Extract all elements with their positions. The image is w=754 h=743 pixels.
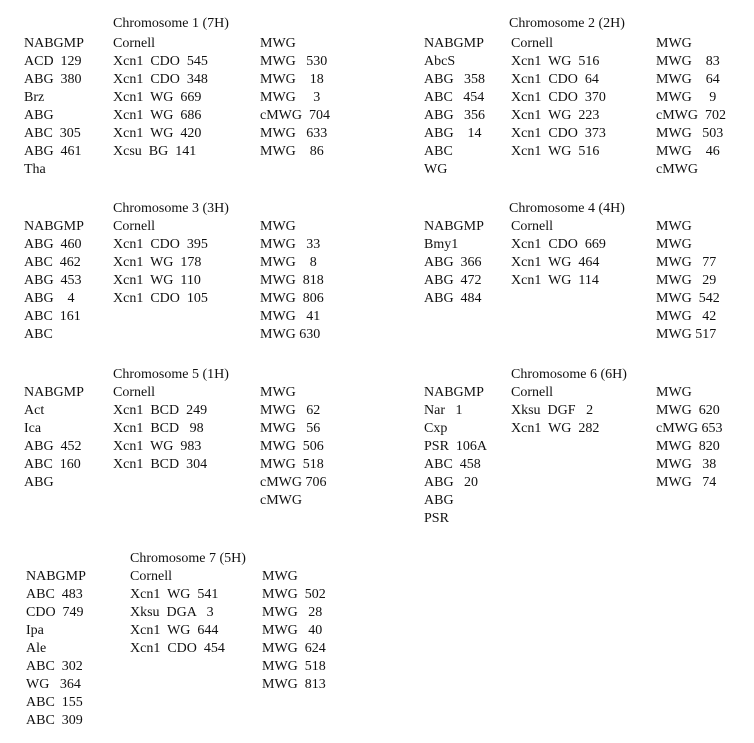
marker-entry: Ale [26, 641, 47, 656]
cornell-column [511, 384, 599, 438]
nabgmp-column [24, 218, 84, 344]
marker-entry: ABG 472 [424, 273, 482, 288]
column-header: MWG [262, 569, 298, 584]
marker-entry: cMWG 702 [656, 108, 726, 123]
marker-entry: WG 364 [26, 677, 81, 692]
marker-entry: MWG 820 [656, 439, 720, 454]
marker-entry: Xcn1 WG 420 [113, 126, 202, 141]
column-header: Cornell [511, 36, 553, 51]
nabgmp-column [424, 384, 487, 528]
column-header: NABGMP [26, 569, 86, 584]
marker-entry: MWG 620 [656, 403, 720, 418]
column-header: MWG [656, 385, 692, 400]
column-header: Cornell [130, 569, 172, 584]
marker-entry: Xcn1 CDO 669 [511, 237, 606, 252]
marker-entry: Xcn1 CDO 395 [113, 237, 208, 252]
marker-entry: ABC 160 [24, 457, 81, 472]
marker-entry: ABC 305 [24, 126, 81, 141]
marker-entry: ABC 302 [26, 659, 83, 674]
marker-entry: Xcn1 BCD 249 [113, 403, 208, 418]
marker-entry: MWG 518 [260, 457, 324, 472]
marker-entry: MWG 813 [262, 677, 326, 692]
marker-entry: Xcn1 WG 669 [113, 90, 202, 105]
cornell-column [113, 218, 208, 308]
marker-entry: ABC 155 [26, 695, 83, 710]
marker-entry: Nar 1 [424, 403, 463, 418]
marker-entry: MWG 818 [260, 273, 324, 288]
column-header: MWG [656, 36, 692, 51]
marker-entry: Xcn1 WG 541 [130, 587, 219, 602]
marker-entry: MWG 8 [260, 255, 317, 270]
block-title: Chromosome 6 (6H) [511, 367, 627, 382]
marker-entry: Ica [24, 421, 42, 436]
marker-entry: MWG 3 [260, 90, 321, 105]
column-header: NABGMP [424, 219, 484, 234]
marker-entry: MWG 502 [262, 587, 326, 602]
marker-entry: MWG 624 [262, 641, 326, 656]
marker-entry: PSR [424, 511, 449, 526]
marker-entry: ABG 460 [24, 237, 82, 252]
cornell-column [113, 35, 208, 161]
column-header: NABGMP [424, 385, 484, 400]
marker-entry: ABG 453 [24, 273, 82, 288]
mwg-column [260, 218, 324, 344]
marker-entry: Xcn1 WG 516 [511, 144, 600, 159]
column-header: MWG [656, 219, 692, 234]
cornell-column [511, 218, 606, 290]
marker-entry: ABG [424, 493, 454, 508]
marker-entry: MWG 503 [656, 126, 724, 141]
marker-entry: ABG 358 [424, 72, 486, 87]
marker-entry: Ipa [26, 623, 44, 638]
marker-entry: MWG 38 [656, 457, 717, 472]
marker-entry: ABC [424, 144, 453, 159]
marker-entry: MWG 506 [260, 439, 324, 454]
marker-entry: MWG 86 [260, 144, 324, 159]
marker-entry: Cxp [424, 421, 448, 436]
marker-entry: ABC 458 [424, 457, 481, 472]
cornell-column [113, 384, 207, 474]
column-header: Cornell [511, 219, 553, 234]
marker-entry: Xcn1 CDO 373 [511, 126, 606, 141]
mwg-column [656, 218, 720, 344]
marker-entry: Xcn1 WG 464 [511, 255, 600, 270]
marker-entry: CDO 749 [26, 605, 84, 620]
block-title: Chromosome 1 (7H) [113, 16, 229, 31]
marker-entry: Bmy1 [424, 237, 459, 252]
column-header: NABGMP [424, 36, 484, 51]
marker-entry: Xcn1 WG 644 [130, 623, 219, 638]
marker-entry: Act [24, 403, 45, 418]
marker-entry: cMWG 704 [260, 108, 330, 123]
mwg-column [262, 568, 326, 694]
marker-entry: MWG 42 [656, 309, 717, 324]
marker-entry: Xcn1 CDO 545 [113, 54, 208, 69]
marker-entry: Xcn1 WG 983 [113, 439, 202, 454]
mwg-column [260, 35, 330, 161]
marker-entry: WG [424, 162, 448, 177]
marker-entry: MWG 46 [656, 144, 720, 159]
marker-entry: MWG 633 [260, 126, 328, 141]
marker-entry: ABG 452 [24, 439, 82, 454]
column-header: MWG [260, 36, 296, 51]
marker-entry: MWG [656, 237, 692, 252]
marker-entry: cMWG 653 [656, 421, 723, 436]
marker-entry: ABG 356 [424, 108, 486, 123]
marker-entry: Xcn1 BCD 304 [113, 457, 208, 472]
marker-entry: Xcn1 WG 516 [511, 54, 600, 69]
marker-entry: cMWG [656, 162, 698, 177]
nabgmp-column [424, 35, 485, 179]
marker-entry: MWG 518 [262, 659, 326, 674]
marker-entry: MWG 18 [260, 72, 324, 87]
column-header: MWG [260, 385, 296, 400]
block-title: Chromosome 5 (1H) [113, 367, 229, 382]
marker-entry: MWG 41 [260, 309, 321, 324]
marker-entry: ACD 129 [24, 54, 82, 69]
cornell-column [130, 568, 225, 658]
column-header: MWG [260, 219, 296, 234]
marker-entry: ABG 484 [424, 291, 482, 306]
mwg-column [656, 35, 726, 179]
column-header: NABGMP [24, 36, 84, 51]
nabgmp-column [24, 384, 84, 492]
marker-entry: ABC 462 [24, 255, 81, 270]
marker-entry: MWG 517 [656, 327, 717, 342]
marker-entry: ABG [24, 108, 54, 123]
block-title: Chromosome 7 (5H) [130, 551, 246, 566]
marker-entry: ABG 14 [424, 126, 482, 141]
marker-entry: Xcn1 CDO 64 [511, 72, 599, 87]
marker-entry: ABG [24, 475, 54, 490]
column-header: NABGMP [24, 219, 84, 234]
marker-entry: cMWG [260, 493, 302, 508]
marker-entry: Xcn1 WG 686 [113, 108, 202, 123]
block-title: Chromosome 3 (3H) [113, 201, 229, 216]
marker-entry: MWG 83 [656, 54, 720, 69]
block-title: Chromosome 2 (2H) [509, 16, 625, 31]
marker-entry: PSR 106A [424, 439, 488, 454]
marker-entry: ABG 366 [424, 255, 482, 270]
marker-entry: MWG 542 [656, 291, 720, 306]
marker-entry: AbcS [424, 54, 456, 69]
marker-entry: Xcn1 BCD 98 [113, 421, 204, 436]
column-header: Cornell [113, 219, 155, 234]
marker-entry: MWG 33 [260, 237, 321, 252]
marker-entry: Xcn1 WG 223 [511, 108, 600, 123]
marker-entry: cMWG 706 [260, 475, 327, 490]
marker-entry: Xcn1 WG 110 [113, 273, 201, 288]
marker-entry: ABC 483 [26, 587, 83, 602]
marker-entry: MWG 62 [260, 403, 321, 418]
marker-entry: Xcsu BG 141 [113, 144, 197, 159]
marker-entry: ABC 454 [424, 90, 485, 105]
marker-entry: Xcn1 CDO 348 [113, 72, 208, 87]
marker-entry: ABC [24, 327, 53, 342]
marker-entry: MWG 74 [656, 475, 717, 490]
nabgmp-column [26, 568, 86, 730]
nabgmp-column [24, 35, 84, 179]
marker-entry: Tha [24, 162, 46, 177]
marker-entry: Brz [24, 90, 45, 105]
marker-entry: MWG 806 [260, 291, 324, 306]
marker-entry: ABG 4 [24, 291, 75, 306]
column-header: Cornell [511, 385, 553, 400]
marker-entry: Xcn1 WG 178 [113, 255, 202, 270]
column-header: Cornell [113, 385, 155, 400]
marker-entry: ABG 380 [24, 72, 82, 87]
marker-entry: Xcn1 CDO 370 [511, 90, 606, 105]
marker-entry: MWG 56 [260, 421, 321, 436]
column-header: NABGMP [24, 385, 84, 400]
marker-entry: MWG 40 [262, 623, 323, 638]
marker-entry: MWG 64 [656, 72, 720, 87]
marker-entry: MWG 630 [260, 327, 321, 342]
marker-entry: ABG 461 [24, 144, 82, 159]
marker-entry: Xcn1 CDO 454 [130, 641, 225, 656]
marker-entry: Xcn1 CDO 105 [113, 291, 208, 306]
block-title: Chromosome 4 (4H) [509, 201, 625, 216]
marker-entry: Xcn1 WG 282 [511, 421, 600, 436]
marker-entry: MWG 77 [656, 255, 717, 270]
mwg-column [656, 384, 723, 492]
marker-entry: Xcn1 WG 114 [511, 273, 599, 288]
nabgmp-column [424, 218, 484, 308]
column-header: Cornell [113, 36, 155, 51]
marker-entry: ABG 20 [424, 475, 479, 490]
marker-entry: MWG 28 [262, 605, 323, 620]
marker-entry: MWG 29 [656, 273, 717, 288]
marker-entry: Xksu DGF 2 [511, 403, 594, 418]
marker-entry: MWG 530 [260, 54, 328, 69]
cornell-column [511, 35, 606, 161]
mwg-column [260, 384, 327, 510]
marker-entry: MWG 9 [656, 90, 717, 105]
marker-entry: ABC 161 [24, 309, 81, 324]
marker-entry: Xksu DGA 3 [130, 605, 214, 620]
marker-entry: ABC 309 [26, 713, 83, 728]
